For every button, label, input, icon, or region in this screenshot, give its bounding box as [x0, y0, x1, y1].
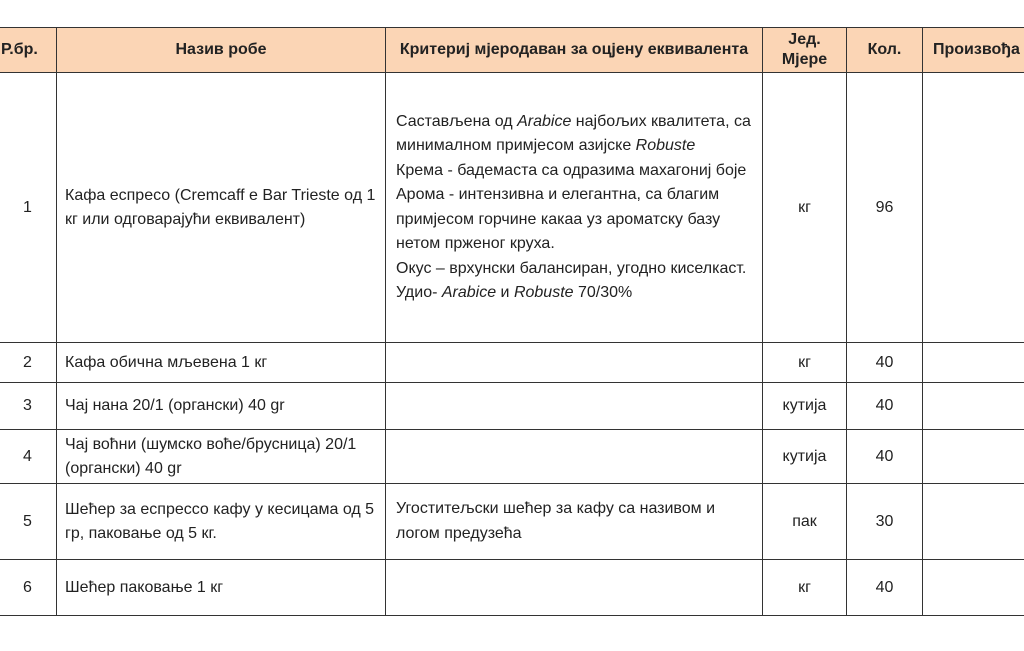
header-qty: Кол. [847, 28, 923, 73]
item-criterion [386, 73, 763, 343]
row-number: 6 [0, 560, 57, 616]
criterion-crema: Крема - бадемаста са одразима махагониј боје [396, 161, 747, 179]
header-criterion: Критериј мјеродаван за оцјену еквивалента [386, 28, 763, 73]
table-row [0, 73, 1024, 343]
item-name: Чај нана 20/1 (органски) 40 gr [57, 383, 386, 430]
item-unit: кутија [763, 430, 847, 484]
row-number: 5 [0, 484, 57, 560]
row-number: 1 [0, 73, 57, 343]
item-producer [923, 430, 1024, 484]
header-rbr: Р.бр. [0, 28, 57, 73]
item-unit: кг [763, 73, 847, 343]
item-qty: 96 [847, 73, 923, 343]
item-producer [923, 383, 1024, 430]
item-qty: 30 [847, 484, 923, 560]
table-row [0, 343, 1024, 383]
table-row [0, 560, 1024, 616]
item-unit: пак [763, 484, 847, 560]
header-producer: Произвођа [923, 28, 1024, 73]
item-name: Шећер паковање 1 кг [57, 560, 386, 616]
item-name: Кафа обична мљевена 1 кг [57, 343, 386, 383]
item-producer [923, 343, 1024, 383]
item-criterion [386, 383, 763, 430]
goods-table [0, 27, 1024, 616]
item-qty: 40 [847, 383, 923, 430]
criterion-ratio: Удио- Arabice и Robuste 70/30% [396, 284, 633, 301]
item-unit: кг [763, 343, 847, 383]
table-row [0, 383, 1024, 430]
header-name: Назив робе [57, 28, 386, 73]
item-unit: кг [763, 560, 847, 616]
item-qty: 40 [847, 560, 923, 616]
item-name: Шећер за еспрессо кафу у кесицама од 5 гр, паковање од 5 кг. [57, 484, 386, 560]
item-unit: кутија [763, 383, 847, 430]
item-criterion [386, 560, 763, 616]
item-criterion: Угоститељски шећер за кафу са називом и логом предузећа [386, 484, 763, 560]
item-name: Кафа еспресо (Cremcaff e Bar Trieste од 1 кг или одговарајући еквивалент) [57, 73, 386, 343]
row-number: 2 [0, 343, 57, 383]
criterion-composition: Састављена од Arabice најбољих квалитета, са минималном примјесом азијске Robuste [396, 112, 751, 154]
criterion-aroma: Арома - интензивна и елегантна, са благим примјесом горчине какаа уз ароматску базу нетом прженог круха. [396, 186, 721, 252]
item-name: Чај воћни (шумско воће/брусница) 20/1 (органски) 40 gr [57, 430, 386, 484]
header-unit: Јед. Мјере [763, 28, 847, 73]
item-criterion [386, 430, 763, 484]
item-qty: 40 [847, 343, 923, 383]
table-row [0, 484, 1024, 560]
item-producer [923, 73, 1024, 343]
table-header-row [0, 28, 1024, 73]
row-number: 3 [0, 383, 57, 430]
row-number: 4 [0, 430, 57, 484]
item-producer [923, 560, 1024, 616]
table-row [0, 430, 1024, 484]
item-qty: 40 [847, 430, 923, 484]
item-criterion [386, 343, 763, 383]
criterion-taste: Окус – врхунски балансиран, угодно киселкаст. [396, 259, 747, 277]
item-producer [923, 484, 1024, 560]
